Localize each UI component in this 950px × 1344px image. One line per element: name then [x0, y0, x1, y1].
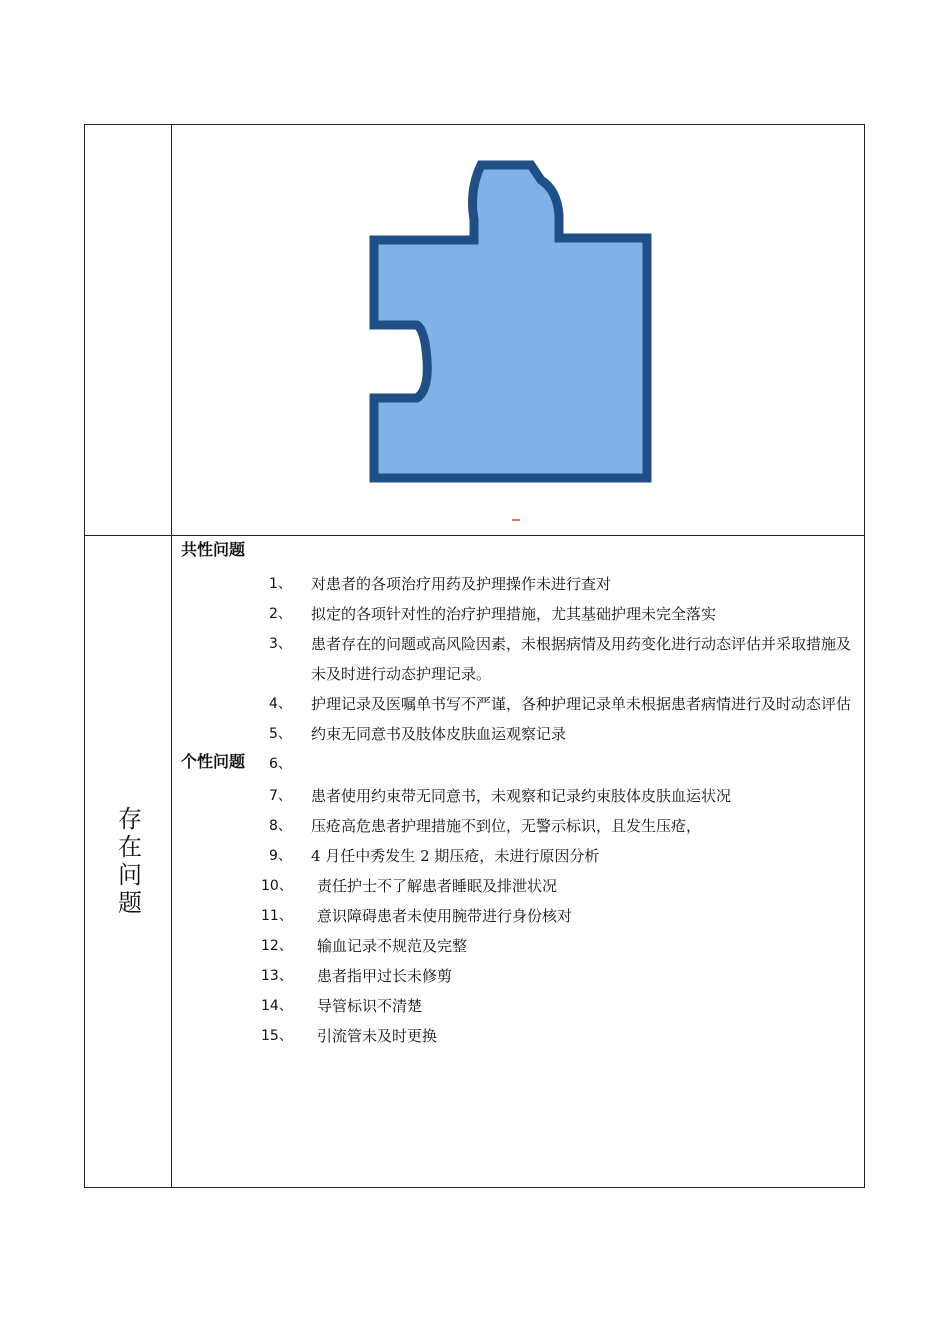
- list-item: 2、 拟定的各项针对性的治疗护理措施，尤其基础护理未完全落实: [269, 605, 717, 623]
- section-label-cell: [85, 535, 171, 1189]
- list-item: 8、 压疮高危患者护理措施不到位，无警示标识，且发生压疮，: [269, 817, 702, 835]
- issues-content: 共性问题 1、 对患者的各项治疗用药及护理操作未进行查对 2、 拟定的各项针对性的治疗护理措施，尤其基础护理未完全落实 3、 患者存在的问题或高风险因素，未根据病情及用药变化进行动态评估并采取措施及未及时进行动态护理记录。 4、 护理记录及医嘱单书写不严谨，各种护理记录单未根据患者病情进行及时动态评估 5、 约束无同意书及肢体皮肤血运观察记录 6、 个性问题 7、 患者使用约束带无同意书，未观察和记录约束肢体皮肤血运状况 8、 压疮高危患者护理措施不到位，无警示标识，且发生压疮， 9、 4 月任中秀发生 2 期压疮，未进行原因分析 10、 责任护士不了解患者睡眠及排泄状况 11、 意识障碍患者未使用腕带进行身份核对 12、 输血记录不规范及完整 13、 患者指甲过长未修剪 14、 导管标识不清楚 15、 引流管未及时更换: [181, 537, 861, 1051]
- list-item: 11、 意识障碍患者未使用腕带进行身份核对: [261, 907, 573, 925]
- list-item: 1、 对患者的各项治疗用药及护理操作未进行查对: [269, 575, 612, 593]
- common-issues-heading: 共性问题: [181, 540, 246, 559]
- list-item: 15、 引流管未及时更换: [261, 1027, 438, 1045]
- list-item: 5、 约束无同意书及肢体皮肤血运观察记录: [269, 725, 567, 743]
- row-divider: [85, 535, 864, 536]
- list-item: 10、 责任护士不了解患者睡眠及排泄状况: [261, 877, 558, 895]
- list-item: 4、 护理记录及医嘱单书写不严谨，各种护理记录单未根据患者病情进行及时动态评估: [269, 695, 852, 713]
- list-item: 14、 导管标识不清楚: [261, 997, 423, 1015]
- small-red-mark: [512, 519, 520, 521]
- document-table: [84, 124, 865, 1188]
- puzzle-piece-icon: [369, 160, 669, 485]
- list-item: 9、 4 月任中秀发生 2 期压疮，未进行原因分析: [269, 847, 600, 865]
- list-item: 3、 患者存在的问题或高风险因素，未根据病情及用药变化进行动态评估并采取措施及未及时进行动态护理记录。: [269, 635, 852, 683]
- list-item: 12、 输血记录不规范及完整: [261, 937, 468, 955]
- individual-issues-heading: 个性问题: [181, 752, 246, 771]
- section-label: 存在问题: [113, 806, 142, 918]
- list-item: 7、 患者使用约束带无同意书，未观察和记录约束肢体皮肤血运状况: [269, 787, 732, 805]
- list-item: 13、 患者指甲过长未修剪: [261, 967, 453, 985]
- column-divider: [171, 125, 172, 1187]
